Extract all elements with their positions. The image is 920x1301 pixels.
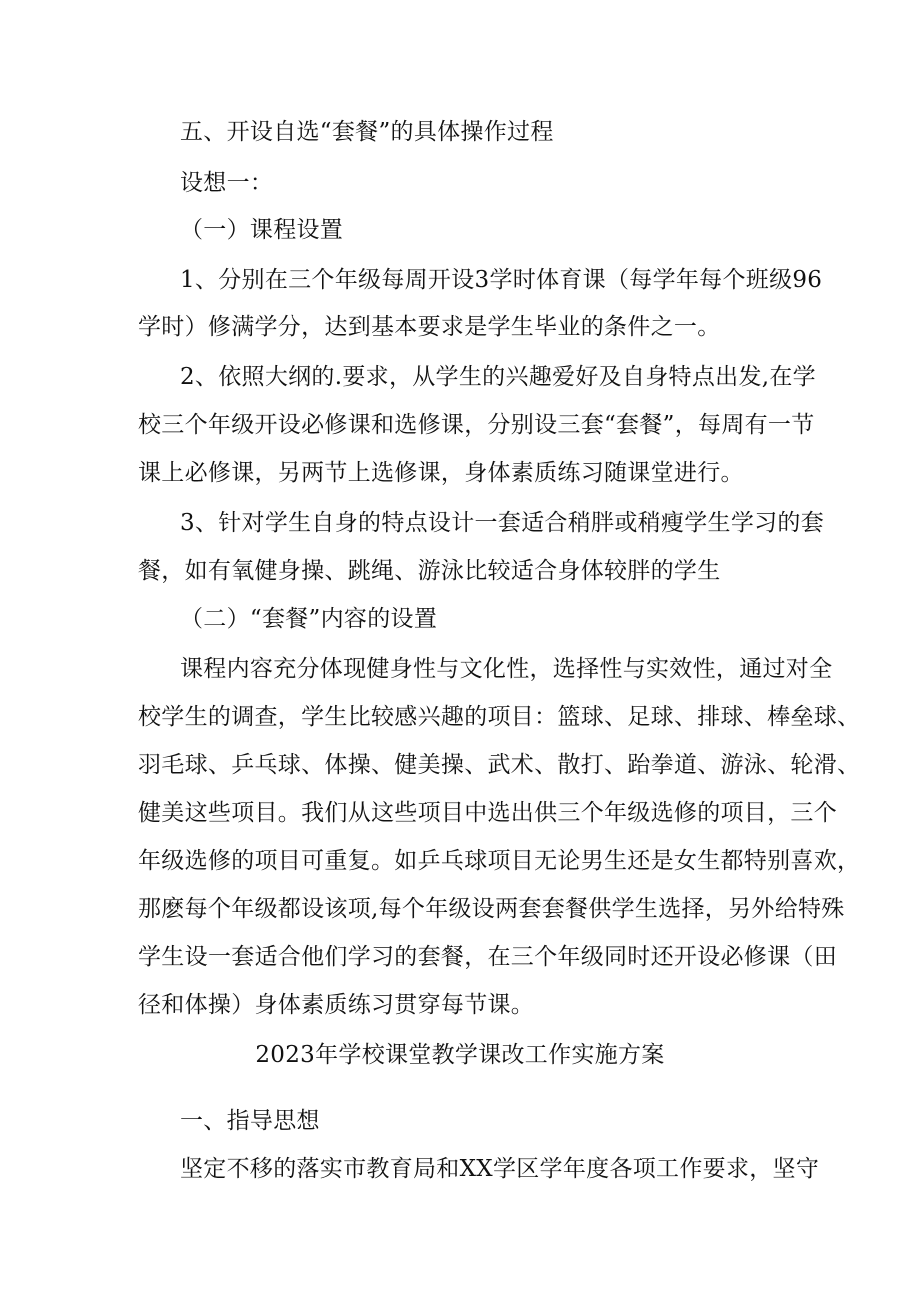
paragraph-line: 餐，如有氧健身操、跳绳、游泳比较适合身体较胖的学生 (138, 558, 721, 584)
paragraph-line: 年级选修的项目可重复。如乒乓球项目无论男生还是女生都特别喜欢， (138, 848, 861, 874)
paragraph-line: 2、依照大纲的.要求，从学生的兴趣爱好及自身特点出发,在学 (180, 364, 816, 390)
paragraph-line: 学生设一套适合他们学习的套餐，在三个年级同时还开设必修课（田 (138, 944, 837, 970)
paragraph-line: 学时）修满学分，达到基本要求是学生毕业的条件之一。 (138, 314, 721, 340)
document-title: 2023年学校课堂教学课改工作实施方案 (255, 1042, 665, 1068)
section-heading-guiding-thought: 一、指导思想 (180, 1108, 320, 1134)
plan-one-heading: 设想一： (180, 170, 274, 196)
subheading-course-setup: （一）课程设置 (180, 217, 344, 243)
subheading-package-content: （二）“套餐”内容的设置 (180, 606, 438, 632)
paragraph-line: 径和体操）身体素质练习贯穿每节课。 (138, 992, 535, 1018)
paragraph-line: 校学生的调查，学生比较感兴趣的项目：篮球、足球、排球、棒垒球、 (138, 704, 861, 730)
paragraph-line: 那麽每个年级都设该项,每个年级设两套套餐供学生选择，另外给特殊 (138, 896, 845, 922)
paragraph-line: 课程内容充分体现健身性与文化性，选择性与实效性，通过对全 (180, 656, 833, 682)
paragraph-line: 校三个年级开设必修课和选修课，分别设三套“套餐”，每周有一节 (138, 412, 815, 438)
paragraph-line: 1、分别在三个年级每周开设3学时体育课（每学年每个班级96 (180, 267, 823, 293)
paragraph-line: 3、针对学生自身的特点设计一套适合稍胖或稍瘦学生学习的套 (180, 510, 825, 536)
paragraph-line: 坚定不移的落实市教育局和XX学区学年度各项工作要求，坚守 (180, 1156, 820, 1182)
section-heading-five: 五、开设自选“套餐”的具体操作过程 (180, 119, 554, 145)
paragraph-line: 健美这些项目。我们从这些项目中选出供三个年级选修的项目，三个 (138, 800, 837, 826)
paragraph-line: 羽毛球、乒乓球、体操、健美操、武术、散打、跆拳道、游泳、轮滑、 (138, 752, 861, 778)
paragraph-line: 课上必修课，另两节上选修课，身体素质练习随课堂进行。 (138, 460, 744, 486)
